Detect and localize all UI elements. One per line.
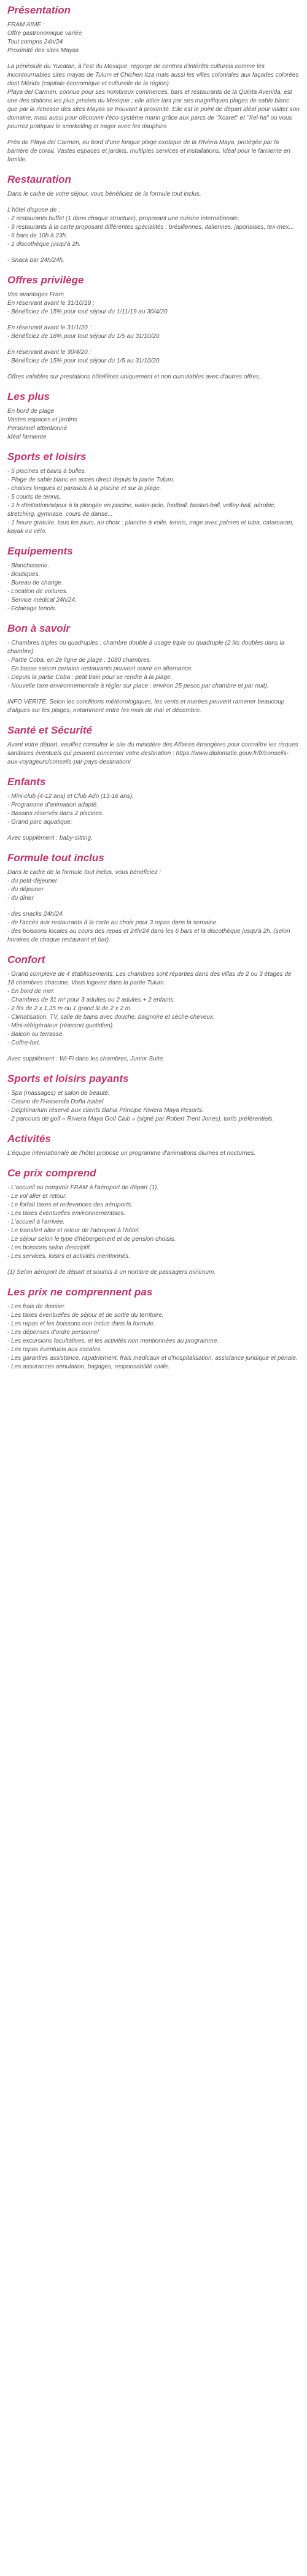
- text-line: - Le vol aller et retour.: [7, 1193, 67, 1200]
- text-line: - Spa (massages) et salon de beauté.: [7, 1090, 110, 1097]
- text-line: - Grand complexe de 4 établissements. Les chambres sont réparties dans des villas de 2 ou 3 étages de 18 chambres chacune. Vous logerez dans la partie Tulum.: [7, 971, 292, 986]
- text-line: Tout compris 24h/24: [7, 39, 63, 45]
- paragraph-block: [7, 256, 300, 265]
- text-line: - Le forfait taxes et redevances des aéroports.: [7, 1202, 133, 1208]
- text-line: - Les excursions facultatives, et les activités non mentionnées au programme.: [7, 1338, 219, 1344]
- section-heading: Enfants: [7, 776, 46, 788]
- section-body: [7, 190, 300, 265]
- section-heading: Bon à savoir: [7, 623, 71, 634]
- text-line: Playa del Carmen, connue pour ses nombreux commerces, bars et restaurants de la Quinta Avenida, est une des stations les plus prisées du Mexique ; elle attire tant par ses magnifiques plages de sable blanc que par la richesse des sites Mayas se trouvant à proximité. Elle est le point de départ idéal pour visiter son domaine, mais aussi pour découvrir l'éco-système marin grâce aux parcs de "Xcaret" et "Xel-ha" où vous pourrez pratiquer le snorkelling et nager avec les dauphins: [7, 89, 300, 130]
- section-body: [7, 868, 300, 945]
- text-line: - Mini-club (4-12 ans) et Club Ado (13-16 ans).: [7, 793, 134, 800]
- text-line: Dans le cadre de votre séjour, vous bénéficiez de la formule tout inclus.: [7, 191, 201, 197]
- paragraph-block: [7, 698, 300, 715]
- section-body: [7, 1089, 300, 1124]
- text-line: - Bureau de change.: [7, 580, 63, 586]
- section-body: [7, 970, 300, 1064]
- text-line: - des snacks 24h/24.: [7, 911, 64, 918]
- text-line: - Delphinarium réservé aux clients Bahia Principe Riviera Maya Resorts.: [7, 1107, 204, 1114]
- paragraph-block: [7, 1089, 300, 1124]
- text-line: - 5 piscines et bains à bulles.: [7, 468, 87, 475]
- text-line: - Blanchisserie.: [7, 562, 50, 569]
- paragraph-block: [7, 1268, 300, 1277]
- paragraph-block: [7, 63, 300, 131]
- section-heading: Activités: [7, 1133, 51, 1144]
- text-line: - L'accueil à l'arrivée.: [7, 1219, 65, 1225]
- text-line: - Eclairage tennis.: [7, 605, 57, 612]
- section-heading: Sports et loisirs: [7, 451, 87, 462]
- section-heading: Confort: [7, 954, 45, 965]
- paragraph-block: [7, 407, 300, 442]
- text-line: En réservant avant le 31/1/20 :: [7, 324, 91, 331]
- paragraph-block: [7, 562, 300, 613]
- section-heading: Sports et loisirs payants: [7, 1073, 129, 1084]
- section-body: [7, 1184, 300, 1277]
- text-line: - Service médical 24h/24.: [7, 597, 77, 604]
- text-line: - Chambres de 31 m² pour 3 adultes ou 2 adultes + 2 enfants.: [7, 997, 176, 1003]
- text-line: - Les garanties assistance, rapatriement, frais médicaux et d'hospitalisation, assistance juridique et pénale.: [7, 1355, 298, 1362]
- paragraph-block: [7, 206, 300, 249]
- text-line: - Les boissons selon descriptif.: [7, 1244, 91, 1251]
- text-line: - Programme d'animation adapté.: [7, 802, 99, 808]
- text-line: - Balcon ou terrasse.: [7, 1031, 64, 1038]
- text-line: L'équipe internationale de l'hôtel propose un programme d'animations diurnes et nocturnes.: [7, 1150, 256, 1157]
- text-line: - 5 courts de tennis.: [7, 494, 61, 500]
- text-line: Idéal farniente: [7, 434, 47, 440]
- text-line: - Boutiques.: [7, 571, 41, 578]
- paragraph-block: [7, 348, 300, 366]
- paragraph-block: [7, 324, 300, 341]
- text-line: - de l'accès aux restaurants à la carte au choix pour 3 repas dans la semaine.: [7, 919, 219, 926]
- text-line: Proximité des sites Mayas: [7, 47, 79, 54]
- text-line: - du petit-déjeuner: [7, 878, 58, 884]
- section-body: [7, 792, 300, 843]
- text-line: - des boissons locales au cours des repas et 24h/24 dans les 6 bars et la discothèque jusqu'à 2h. (selon horaires de chaque restaurant et bar).: [7, 928, 290, 943]
- text-line: - Les repas éventuels aux escales.: [7, 1346, 102, 1353]
- text-line: - 2 restaurants buffet (1 dans chaque structure), proposant une cuisine internationale.: [7, 215, 240, 222]
- text-line: - Les dépenses d'ordre personnel: [7, 1329, 99, 1336]
- text-line: - Snack bar 24h/24h.: [7, 257, 64, 264]
- text-line: - 2 parcours de golf « Riviera Maya Golf Club » (signé par Robert Trent Jones), tarifs préférentiels.: [7, 1116, 274, 1122]
- text-line: Offres valables sur prestations hôtelières uniquement et non cumulables avec d'autres offres.: [7, 374, 261, 380]
- paragraph-block: [7, 1303, 300, 1371]
- text-line: - Climatisation, TV, salle de bains avec douche, baignoire et sèche-cheveux.: [7, 1014, 215, 1021]
- text-line: Vos avantages Fram: [7, 291, 64, 298]
- text-line: - Le séjour selon le type d'hébergement et de pension choisis.: [7, 1236, 176, 1243]
- text-line: - Bénéficiez de 15% pour tout séjour du 1/5 au 31/10/20.: [7, 358, 161, 364]
- text-line: Offre gastronomique variée: [7, 30, 82, 37]
- text-line: - Nouvelle taxe environnementale à régler sur place : environ 25 pesos par chambre et par nuit).: [7, 683, 269, 689]
- paragraph-block: [7, 970, 300, 1048]
- text-line: Vastes espaces et jardins: [7, 416, 77, 423]
- section-body: [7, 741, 300, 767]
- paragraph-block: [7, 910, 300, 945]
- text-line: (1) Selon aéroport de départ et soumis à un nombre de passagers minimum.: [7, 1269, 216, 1276]
- paragraph-block: [7, 792, 300, 827]
- text-line: - Casino de l'Hacienda Doña Isabel.: [7, 1098, 106, 1105]
- section-heading: Restauration: [7, 174, 71, 185]
- text-line: - Location de voitures.: [7, 588, 68, 595]
- text-line: - En basse saison certains restaurants peuvent ouvrir en alternance.: [7, 665, 193, 672]
- text-line: - Le transfert aller et retour de l'aéroport à l'hôtel.: [7, 1227, 141, 1234]
- section-heading: Présentation: [7, 4, 71, 16]
- section-body: [7, 291, 300, 381]
- section-body: [7, 407, 300, 442]
- section-body: [7, 1149, 300, 1158]
- text-line: Dans le cadre de la formule tout inclus, vous bénéficiez :: [7, 869, 161, 876]
- text-line: En réservant avant le 31/10/19 :: [7, 300, 95, 307]
- text-line: - En bord de mer.: [7, 988, 55, 995]
- text-line: - 6 bars de 10h à 23h.: [7, 232, 68, 239]
- text-line: INFO VERITE: Selon les conditions météorologiques, les vents et marées peuvent ramener beaucoup d'algues sur les plages, notamment entre les mois de mai et décembre.: [7, 699, 285, 714]
- section-body: [7, 1303, 300, 1371]
- text-line: En réservant avant le 30/4/20 :: [7, 349, 91, 356]
- paragraph-block: [7, 21, 300, 55]
- section-heading: Formule tout inclus: [7, 852, 104, 864]
- paragraph-block: [7, 639, 300, 691]
- text-line: - Mini-réfrigérateur (réassort quotidien).: [7, 1022, 114, 1029]
- section-body: [7, 639, 300, 715]
- text-line: - Coffre-fort.: [7, 1040, 41, 1046]
- paragraph-block: [7, 1149, 300, 1158]
- text-line: - Chambres triples ou quadruples : chambre double à usage triple ou quadruple (2 lits doubles dans la chambre).: [7, 640, 285, 655]
- paragraph-block: [7, 1184, 300, 1261]
- paragraph-block: [7, 868, 300, 903]
- section-body: [7, 21, 300, 164]
- text-line: - Les taxes éventuelles de séjour et de sortie du territoire.: [7, 1312, 164, 1319]
- text-line: Près de Playa del Carmen, au bord d'une longue plage exotique de la Riviera Maya, protégée par la barrière de corail. Vastes espaces et jardins, multiples services et installations. Idéal pour le farniente en famille.: [7, 139, 290, 163]
- text-line: En bord de plage: [7, 408, 55, 415]
- text-line: - L'accueil au comptoir FRAM à l'aéroport de départ (1).: [7, 1184, 159, 1191]
- section-body: [7, 467, 300, 536]
- text-line: - Les frais de dossier.: [7, 1303, 66, 1310]
- text-line: - 1 h d'initiation/séjour à la plongée en piscine, water-polo, football, basket-ball, volley-ball, aérobic, stretching, gymnase, cours de danse...: [7, 502, 276, 518]
- text-line: - 9 restaurants à la carte proposant différentes spécialités : brésiliennes, italiennes, japonaises, tex-mex...: [7, 224, 294, 231]
- text-line: Avant votre départ, veuillez consulter le site du ministère des Affaires étrangères pour connaître les risques sanitaires éventuels qui peuvent concerner votre destination : https://www.diplomatie.gouv.fr/fr/conseils-aux-voyageurs/conseils-par-pays-destination/: [7, 742, 298, 765]
- text-line: - Depuis la partie Coba : petit train pour se rendre à la plage.: [7, 674, 173, 681]
- section-heading: Offres privilège: [7, 274, 84, 286]
- text-line: - Bénéficiez de 15% pour tout séjour du 1/11/19 au 30/4/20.: [7, 309, 169, 315]
- section-heading: Equipements: [7, 545, 73, 557]
- text-line: - du dîner: [7, 895, 34, 902]
- paragraph-block: [7, 741, 300, 767]
- text-line: - Les taxes éventuelles environnementales.: [7, 1210, 126, 1217]
- text-line: - Les assurances annulation, bagages, responsabilité civile.: [7, 1363, 170, 1370]
- text-line: - chaises longues et parasols à la piscine et sur la plage.: [7, 485, 161, 492]
- paragraph-block: [7, 467, 300, 536]
- paragraph-block: [7, 190, 300, 199]
- section-heading: Les prix ne comprennent pas: [7, 1286, 153, 1298]
- text-line: - 1 heure gratuite, tous les jours, au choix : planche à voile, tennis, nage avec palmes et tuba, catamaran, kayak ou vélo.: [7, 519, 294, 535]
- text-line: - Partie Coba, en 2e ligne de plage : 1080 chambres.: [7, 657, 152, 664]
- paragraph-block: [7, 291, 300, 316]
- paragraph-block: [7, 834, 300, 843]
- section-heading: Ce prix comprend: [7, 1167, 96, 1179]
- paragraph-block: [7, 139, 300, 164]
- paragraph-block: [7, 1055, 300, 1064]
- text-line: - 2 lits de 2 x 1,35 m ou 1 grand lit de 2 x 2 m.: [7, 1005, 132, 1012]
- text-line: - Les repas et les boissons non inclus dans la formule.: [7, 1321, 155, 1327]
- paragraph-block: [7, 373, 300, 381]
- text-line: - Les services, loisirs et activités mentionnés.: [7, 1253, 131, 1260]
- text-line: - Plage de sable blanc en accès direct depuis la partie Tulum.: [7, 477, 175, 483]
- section-heading: Les plus: [7, 391, 50, 402]
- text-line: - du déjeuner: [7, 886, 44, 893]
- section-heading: Santé et Sécurité: [7, 724, 92, 736]
- text-line: L'hôtel dispose de :: [7, 207, 60, 213]
- text-line: La péninsule du Yucatan, à l'est du Mexique, regorge de centres d'intérêts culturels comme les incontournables sites mayas de Tulum et Chichen Itza mais aussi les villes coloniales aux façades colorées dont Mérida (capitale économique et culturelle de la région).: [7, 63, 299, 87]
- text-line: - Grand parc aquatique.: [7, 819, 72, 826]
- text-line: Avec supplément : baby-sitting.: [7, 835, 93, 841]
- text-line: FRAM AIME :: [7, 21, 45, 28]
- text-line: - Bénéficiez de 18% pour tout séjour du 1/5 au 31/10/20.: [7, 333, 161, 340]
- section-body: [7, 562, 300, 613]
- text-line: Avec supplément : Wi-Fi dans les chambres, Junior Suite.: [7, 1056, 165, 1062]
- text-line: - 1 discothèque jusqu'à 2h.: [7, 241, 81, 248]
- text-line: Personnel attentionné: [7, 425, 68, 432]
- text-line: - Bassins réservés dans 2 piscines.: [7, 810, 104, 817]
